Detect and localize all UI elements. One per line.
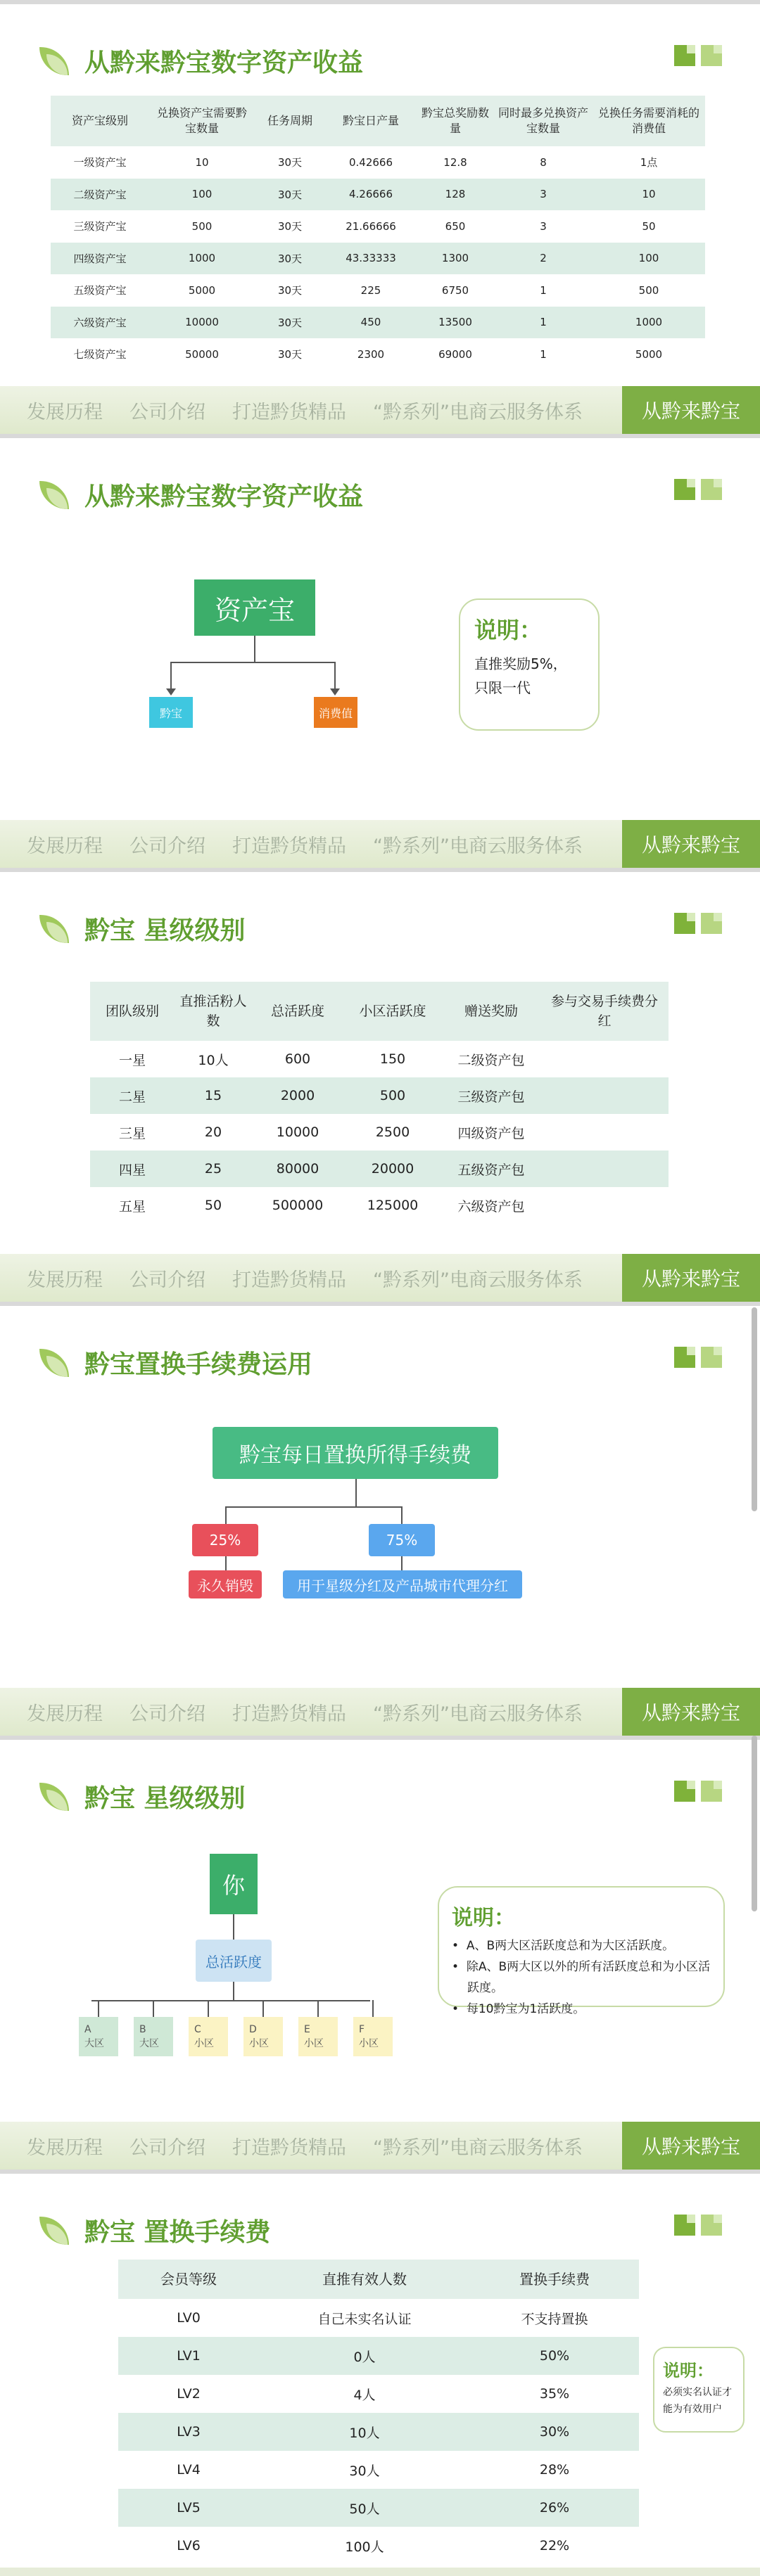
table-row [51,274,705,307]
table-cell: LV2 [177,2386,201,2402]
note-list [452,1935,711,2020]
top-divider [0,1736,760,1740]
table-cell: 一级资产宝 [73,156,127,169]
table-cell [540,1077,669,1114]
slide-star-level-diagram [0,1736,760,2170]
table-cell: 50 [642,219,656,233]
slide-asset-income-diagram [0,434,760,868]
top-divider [0,2170,760,2174]
footer-item-active[interactable]: 从黔来黔宝 [622,1254,760,1302]
table-row [90,1187,669,1224]
column-header: 黔宝总奖励数量 [417,96,494,146]
table-cell: 五级资产宝 [73,284,127,297]
footer-item-history[interactable]: 发展历程 [27,2136,103,2159]
table-cell: 100 [149,179,255,211]
table-cell: 5000 [188,283,216,297]
leaf-logo-icon [39,1780,72,1812]
table-cell: 150 [379,1051,406,1067]
column-header: 黔宝日产量 [325,96,417,146]
table-cell: 四级资产宝 [51,243,149,275]
region-label: 小区 [304,2038,324,2049]
region-box-d [243,2017,283,2056]
region-letter: F [359,2024,365,2035]
region-label: 大区 [84,2038,104,2049]
slide-title [39,1344,312,1380]
table-cell: 自己未实名认证 [317,2311,412,2327]
asset-income-table [51,96,705,371]
table-cell: 二级资产包 [457,1052,525,1068]
table-cell: 七级资产宝 [73,348,127,361]
leaf-logo-icon [39,478,72,511]
table-cell: 50 [204,1198,222,1213]
note-line: 直推奖励5%， [474,655,567,672]
title-text: 黔宝 星级级别 [84,916,246,945]
table-cell [540,1114,669,1151]
table-cell: 225 [360,283,381,297]
table-row [118,2299,639,2337]
table-cell: 一星 [118,1052,146,1068]
footer-item-products[interactable]: 打造黔货精品 [232,1703,346,1725]
note-text: 必须实名认证才能为有效用户 [663,2387,732,2415]
footer-item-active[interactable]: 从黔来黔宝 [622,2122,760,2170]
connector [225,1506,403,1508]
table-cell: 1点 [640,156,658,169]
bottom-strip [0,2568,760,2576]
table-cell: 100人 [345,2539,384,2555]
table-cell: 30% [470,2413,639,2451]
qianbao-box: 黔宝 [149,697,193,728]
burn-box: 永久销毁 [189,1570,262,1598]
region-box-f [353,2017,393,2056]
table-cell: 43.33333 [325,243,417,275]
connector [317,2000,319,2017]
table-row [118,2413,639,2451]
column-header: 兑换资产宝需要黔宝数量 [149,96,255,146]
table-cell: 600 [284,1051,311,1067]
column-header: 置换手续费 [470,2260,639,2299]
connector [225,1556,227,1570]
table-cell: 22% [539,2538,570,2553]
connector [170,662,335,663]
table-cell: 25 [175,1151,252,1187]
note-box [653,2347,745,2433]
table-cell: 30天 [255,179,325,211]
leaf-logo-icon [39,912,72,944]
footer-nav [0,2122,760,2170]
footer-item-ecommerce[interactable]: “黔系列”电商云服务体系 [373,401,583,423]
top-divider [0,1302,760,1306]
column-header: 团队级别 [90,982,175,1041]
daily-fee-box: 黔宝每日置换所得手续费 [213,1427,498,1479]
table-cell: 0.42666 [348,155,393,169]
table-cell [540,1187,669,1224]
note-item: • A、B两大区活跃度总和为大区活跃度。 [452,1939,675,1953]
table-row [118,2527,639,2565]
table-cell: 30天 [255,307,325,339]
note-line: 只限一代 [474,679,531,696]
connector [372,2000,374,2017]
table-cell: 450 [325,307,417,339]
table-cell: 10 [195,155,209,169]
table-cell: 28% [539,2462,570,2478]
slide-exchange-fee [0,2170,760,2576]
table-row [90,1114,669,1151]
consumption-value-box: 消费值 [314,697,357,728]
table-cell: 12.8 [443,155,467,169]
connector [262,2000,264,2017]
table-cell: 6750 [441,283,469,297]
table-cell: 26% [470,2489,639,2527]
table-cell: 30人 [349,2463,380,2479]
star-level-table [90,982,669,1224]
table-cell: 650 [445,219,466,233]
you-box: 你 [210,1854,258,1914]
table-cell: 三级资产包 [442,1077,540,1114]
connector [225,1506,227,1524]
title-text: 黔宝 置换手续费 [84,2217,271,2247]
note-box [459,598,600,731]
table-cell: 六级资产宝 [51,307,149,339]
table-cell: 五级资产包 [442,1151,540,1187]
footer-item-company[interactable]: 公司介绍 [129,1703,205,1725]
connector [98,2000,99,2017]
table-cell: 二级资产宝 [51,179,149,211]
region-label: 小区 [194,2038,214,2049]
table-cell: 2300 [357,347,385,361]
corner-squares-icon [674,44,723,68]
top-divider [0,868,760,872]
column-header: 赠送奖励 [442,982,540,1041]
region-letter: D [249,2024,257,2035]
table-cell: 5000 [635,347,663,361]
table-cell: 1300 [417,243,494,275]
table-row [90,1077,669,1114]
column-header: 直推活粉人数 [175,982,252,1041]
scrollbar[interactable] [752,1736,757,1911]
footer-item-history[interactable]: 发展历程 [27,1703,103,1725]
table-cell: 1 [540,283,547,297]
region-label: 大区 [139,2038,159,2049]
column-header: 会员等级 [118,2260,259,2299]
table-cell: 35% [539,2386,570,2402]
footer-item-company[interactable]: 公司介绍 [129,401,205,423]
table-cell: LV6 [177,2538,201,2553]
leaf-logo-icon [39,2214,72,2246]
table-cell: 1000 [149,243,255,275]
region-box-c [189,2017,228,2056]
connector [233,1982,234,2000]
dividend-box: 用于星级分红及产品城市代理分红 [283,1570,522,1598]
connector [153,2000,154,2017]
column-header: 任务周期 [255,96,325,146]
table-cell: 128 [417,179,494,211]
table-row [118,2375,639,2413]
region-letter: A [84,2024,91,2035]
table-cell: 2500 [375,1124,410,1140]
column-header: 兑换任务需要消耗的消费值 [593,96,705,146]
table-cell: LV4 [177,2462,201,2478]
table-row [51,307,705,339]
region-box-b [134,2017,173,2056]
pct-75-box: 75% [369,1524,435,1556]
footer-nav [0,1688,760,1736]
column-header: 资产宝级别 [51,96,149,146]
table-cell: 69000 [438,347,472,361]
top-divider [0,0,760,4]
note-item: • 除A、B两大区以外的所有活跃度总和为小区活跃度。 [452,1960,711,1995]
table-cell: 3 [494,179,593,211]
table-cell: 10000 [149,307,255,339]
column-header: 总活跃度 [252,982,343,1041]
footer-item-active[interactable]: 从黔来黔宝 [622,386,760,434]
footer-item-history[interactable]: 发展历程 [27,835,103,857]
slide-title [39,476,363,513]
slide-fee-usage [0,1302,760,1736]
table-cell: 四星 [90,1151,175,1187]
corner-squares-icon [674,478,723,501]
footer-item-active[interactable]: 从黔来黔宝 [622,820,760,868]
footer-item-company[interactable]: 公司介绍 [129,1269,205,1291]
slide-title [39,42,363,79]
table-cell: 8 [540,155,547,169]
title-text: 从黔来黔宝数字资产收益 [84,482,364,511]
table-cell: 2 [494,243,593,275]
table-cell: 30天 [277,220,303,233]
connector [91,2000,370,2001]
table-cell: 15 [175,1077,252,1114]
footer-item-products[interactable]: 打造黔货精品 [232,401,346,423]
table-cell: 50% [470,2337,639,2375]
connector [254,636,255,662]
table-cell: 30天 [277,284,303,297]
leaf-logo-icon [39,1346,72,1378]
region-label: 小区 [359,2038,379,2049]
footer-item-products[interactable]: 打造黔货精品 [232,2136,346,2159]
table-row [118,2451,639,2489]
pct-25-box: 25% [192,1524,258,1556]
title-text: 黔宝置换手续费运用 [84,1350,313,1379]
table-cell: LV3 [118,2413,259,2451]
total-activity-box: 总活跃度 [196,1940,272,1982]
footer-nav [0,1254,760,1302]
table-cell: 100 [593,243,705,275]
connector [208,2000,209,2017]
arrow-down-icon [166,688,176,696]
table-row [118,2337,639,2375]
slide-title [39,2212,271,2248]
note-item: • 每10黔宝为1活跃度。 [452,2002,585,2016]
table-cell: 125000 [367,1198,419,1213]
table-cell: 30天 [277,348,303,361]
table-cell: 1000 [593,307,705,339]
footer-item-products[interactable]: 打造黔货精品 [232,1269,346,1291]
footer-item-company[interactable]: 公司介绍 [129,835,205,857]
footer-item-ecommerce[interactable]: “黔系列”电商云服务体系 [373,1703,583,1725]
table-row [90,1151,669,1187]
table-cell: 三星 [118,1125,146,1141]
connector [401,1506,403,1524]
note-title: 说明： [452,1906,515,1930]
slide-star-level-table [0,868,760,1302]
table-cell: 六级资产包 [457,1198,525,1215]
table-cell: 30天 [277,156,303,169]
table-cell: 4人 [353,2387,376,2403]
footer-item-products[interactable]: 打造黔货精品 [232,835,346,857]
leaf-logo-icon [39,44,72,77]
footer-item-history[interactable]: 发展历程 [27,1269,103,1291]
table-cell: 13500 [417,307,494,339]
slide-title [39,910,246,947]
connector [233,1914,234,1940]
table-cell: 四级资产包 [457,1125,525,1141]
table-cell: 500 [343,1077,442,1114]
table-cell: LV0 [177,2310,201,2326]
footer-item-ecommerce[interactable]: “黔系列”电商云服务体系 [373,2136,583,2159]
table-cell: 21.66666 [346,219,396,233]
region-letter: E [304,2024,310,2035]
note-title: 说明： [663,2361,714,2380]
table-cell [540,1041,669,1077]
table-row [51,146,705,179]
table-cell: 2000 [252,1077,343,1114]
table-cell: 80000 [252,1151,343,1187]
corner-squares-icon [674,2213,723,2237]
table-cell: 3 [540,219,547,233]
region-label: 小区 [249,2038,269,2049]
table-cell: 500 [638,283,659,297]
region-letter: C [194,2024,201,2035]
table-cell: 10 [593,179,705,211]
scrollbar[interactable] [752,1307,757,1511]
footer-nav [0,820,760,868]
table-row [51,179,705,211]
table-cell: 10人 [259,2413,470,2451]
region-letter: B [139,2024,146,2035]
title-text: 从黔来黔宝数字资产收益 [84,48,364,77]
connector [355,1479,357,1507]
slide-asset-income-table [0,0,760,434]
table-cell: 1 [540,347,547,361]
table-cell: 1 [494,307,593,339]
corner-squares-icon [674,1779,723,1803]
corner-squares-icon [674,1345,723,1369]
table-cell: 30天 [255,243,325,275]
title-text: 黔宝 星级级别 [84,1783,246,1813]
table-row [51,243,705,275]
footer-item-active[interactable]: 从黔来黔宝 [622,1688,760,1736]
note-box [438,1886,725,2016]
column-header: 直推有效人数 [259,2260,470,2299]
footer-item-history[interactable]: 发展历程 [27,401,103,423]
table-cell: LV1 [118,2337,259,2375]
table-row [51,338,705,371]
table-cell: 20000 [343,1151,442,1187]
table-cell: 10人 [198,1052,229,1068]
footer-item-ecommerce[interactable]: “黔系列”电商云服务体系 [373,835,583,857]
column-header: 小区活跃度 [343,982,442,1041]
table-cell: 500000 [272,1198,324,1213]
asset-bao-box: 资产宝 [194,579,315,636]
table-row [51,210,705,243]
table-row [90,1041,669,1077]
footer-item-ecommerce[interactable]: “黔系列”电商云服务体系 [373,1269,583,1291]
table-cell: 五星 [118,1198,146,1215]
column-header: 参与交易手续费分红 [540,982,669,1041]
connector [401,1556,403,1570]
slide-title [39,1778,246,1814]
table-cell: 4.26666 [325,179,417,211]
table-cell: 20 [204,1124,222,1140]
table-cell: 500 [191,219,213,233]
note-title: 说明： [474,617,543,643]
top-divider [0,434,760,438]
table-row [118,2489,639,2527]
table-cell: 三级资产宝 [73,220,127,233]
table-cell [540,1151,669,1187]
corner-squares-icon [674,911,723,935]
exchange-fee-table [118,2260,639,2565]
table-cell: 不支持置换 [521,2311,588,2327]
table-cell: 0人 [259,2337,470,2375]
column-header: 同时最多兑换资产宝数量 [494,96,593,146]
footer-nav [0,386,760,434]
table-cell: 10000 [276,1124,319,1140]
region-box-a [79,2017,118,2056]
table-cell: 50000 [185,347,219,361]
footer-item-company[interactable]: 公司介绍 [129,2136,205,2159]
arrow-down-icon [330,688,340,696]
region-box-e [298,2017,338,2056]
table-cell: 50人 [259,2489,470,2527]
table-cell: 二星 [90,1077,175,1114]
table-cell: LV5 [118,2489,259,2527]
